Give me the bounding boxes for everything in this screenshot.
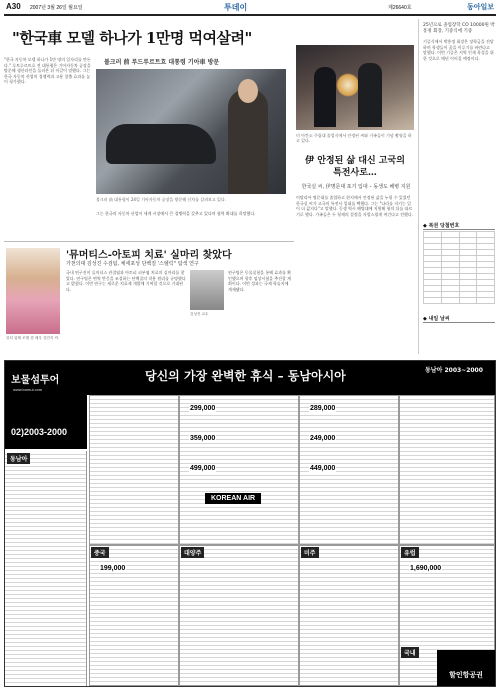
sidebar	[418, 19, 496, 354]
price-tag: 1,690,000	[410, 565, 442, 572]
newspaper-name: 동아일보	[466, 2, 494, 11]
ad-grid	[89, 395, 495, 686]
brand-name: 보물섬투어	[11, 375, 60, 386]
ad-cell-extra	[399, 395, 495, 545]
weather-box-title: ◆ 내일 날씨	[423, 315, 495, 323]
region-label-southeast-asia: 동남아	[7, 453, 30, 464]
airline-logo: KOREAN AIR	[205, 493, 261, 504]
article-headline[interactable]: '뮤머티스-아토피 치료' 실마리 찾았다	[66, 250, 232, 261]
price-tag: 449,000	[310, 465, 336, 472]
photo-caption: 볼크러 前 대통령이 24일 기아자동차 공장을 방문해 신차를 살펴보고 있다.	[96, 197, 226, 202]
person-shape	[358, 63, 382, 127]
article-body: 국내 연구진이 류머티스 관절염과 아토피 피부염 치료의 실마리를 찾았다. 연구팀은 면역 반응을 조절하는 단백질의 작용 원리를 규명했다고 밝혔다. 이번 연구는 새로운 치료제 개발에 기여할 것으로 기대된다.	[66, 270, 186, 292]
ad-cell-china	[89, 395, 179, 545]
portrait-photo	[190, 270, 224, 310]
issue-number: 제26640호	[388, 5, 412, 11]
article-subheadline: 볼크러 前 루드루르트흐 대통령 기아車 방문	[104, 59, 220, 66]
sidebar-title[interactable]: 25년으로 졸업장학 CO 10000원 박흥정 회장, 기증식에 기증	[423, 23, 495, 34]
price-tag: 289,000	[310, 405, 336, 412]
region-label-china: 중국	[91, 547, 109, 558]
person-shape	[314, 67, 336, 127]
article-body: 이탈리아 명문대를 졸업하고 현지에서 안정된 삶을 누릴 수 있었던 한국실 씨가 고국의 특전사 입대를 택했다. 그는 "나라를 지키는 일이 더 값지다"고 말했다. 동생 역시 해병대에 지원해 형의 뒤를 따르기로 했다. 가족들은 두 형제의 결정을 자랑스럽게 여긴다고 전했다.	[296, 195, 414, 217]
ad-subtitle: 동남아 2003~2000	[425, 367, 483, 374]
region-label-oceania: 대양주	[181, 547, 204, 558]
page-number: A30	[6, 2, 21, 11]
article-photo[interactable]	[296, 45, 414, 130]
article-headline[interactable]: "한국車 모델 하나가 1만명 먹여살려"	[12, 29, 252, 47]
region-label-europe: 유럽	[401, 547, 419, 558]
article-headline[interactable]: 伊 안정된 삶 대신 고국의 특전사로…	[305, 156, 405, 178]
ad-brand-block[interactable]	[5, 361, 87, 449]
price-tag: 199,000	[100, 565, 126, 572]
region-label-domestic: 국내	[401, 647, 419, 658]
ad-slogan: 당신의 가장 완벽한 휴식 – 동남아시아	[145, 369, 346, 383]
ad-cell-oceania	[179, 545, 299, 686]
price-tag: 499,000	[190, 465, 216, 472]
car-shape	[106, 124, 216, 164]
article-car-model	[4, 19, 294, 239]
article-body: 그는 한국의 자동차 산업이 세계 시장에서 큰 경쟁력을 갖추고 있다며 협력 확대를 희망했다.	[96, 211, 256, 216]
article-photo[interactable]	[96, 69, 286, 194]
article-subheadline: 한국실 씨, 伊명문대 포기 입대 – 동생도 해병 지원	[301, 184, 411, 190]
ad-southeast-asia-column	[5, 451, 87, 686]
main-content	[4, 19, 415, 354]
lottery-box-title: ◆ 복권 당첨번호	[423, 222, 495, 230]
model-photo[interactable]	[6, 248, 60, 334]
corner-label: 할인항공권	[449, 671, 483, 679]
brand-phone[interactable]: 02)2003-2000	[11, 427, 68, 437]
sidebar-body: 기증식에서 박흥정 회장은 장학금을 전달하며 학생들이 꿈을 이루기를 바란다고 말했다. 이번 기증은 지역 인재 육성을 위한 것으로 매년 이어질 예정이다.	[423, 39, 494, 61]
article-rheumatism	[4, 241, 294, 354]
article-subheadline: 가천의대 김성진 수검팀, 체세포성 단백질 '스텔릭'' 탐색 연구	[66, 261, 199, 267]
price-tag: 359,000	[190, 435, 216, 442]
article-special-forces	[296, 45, 414, 354]
discount-ticket-corner[interactable]	[437, 650, 495, 686]
ad-cell-americas	[299, 545, 399, 686]
region-label-americas: 미주	[301, 547, 319, 558]
article-lede: "한국 자동차 모델 하나가 1만 명의 일자리를 만든다." 루트루르트흐 전 대통령은 기아자동차 공장을 방문해 생산라인을 둘러본 뒤 이같이 말했다. 그는 한국 자동차 산업의 경쟁력과 고용 창출 효과를 높이 평가했다.	[4, 57, 91, 84]
page-header	[4, 2, 496, 16]
lottery-table	[423, 231, 495, 304]
portrait-caption: 김성진 교수	[190, 312, 209, 316]
travel-advertisement[interactable]	[4, 360, 496, 687]
price-tag: 249,000	[310, 435, 336, 442]
price-tag: 299,000	[190, 405, 216, 412]
photo-caption: 미 아칸소 주립대 졸업식에서 안정된 씨와 가족들이 기념 촬영을 하고 있다.	[296, 133, 412, 143]
face-shape	[238, 79, 258, 103]
flowers-shape	[336, 73, 360, 97]
section-title: 투데이	[224, 3, 248, 12]
brand-url[interactable]: www.bomul.com	[13, 387, 43, 392]
article-body-continued: 연구팀은 동물실험을 통해 효과를 확인했으며 향후 임상시험을 추진할 계획이다. 이번 성과는 국제 학술지에 게재됐다.	[228, 270, 292, 292]
photo-caption: 뷰티 업체 모델 겸 배우 김민지 씨.	[6, 336, 60, 340]
publication-date: 2007년 3월 26일 월요일	[30, 5, 83, 11]
person-shape	[228, 89, 268, 194]
